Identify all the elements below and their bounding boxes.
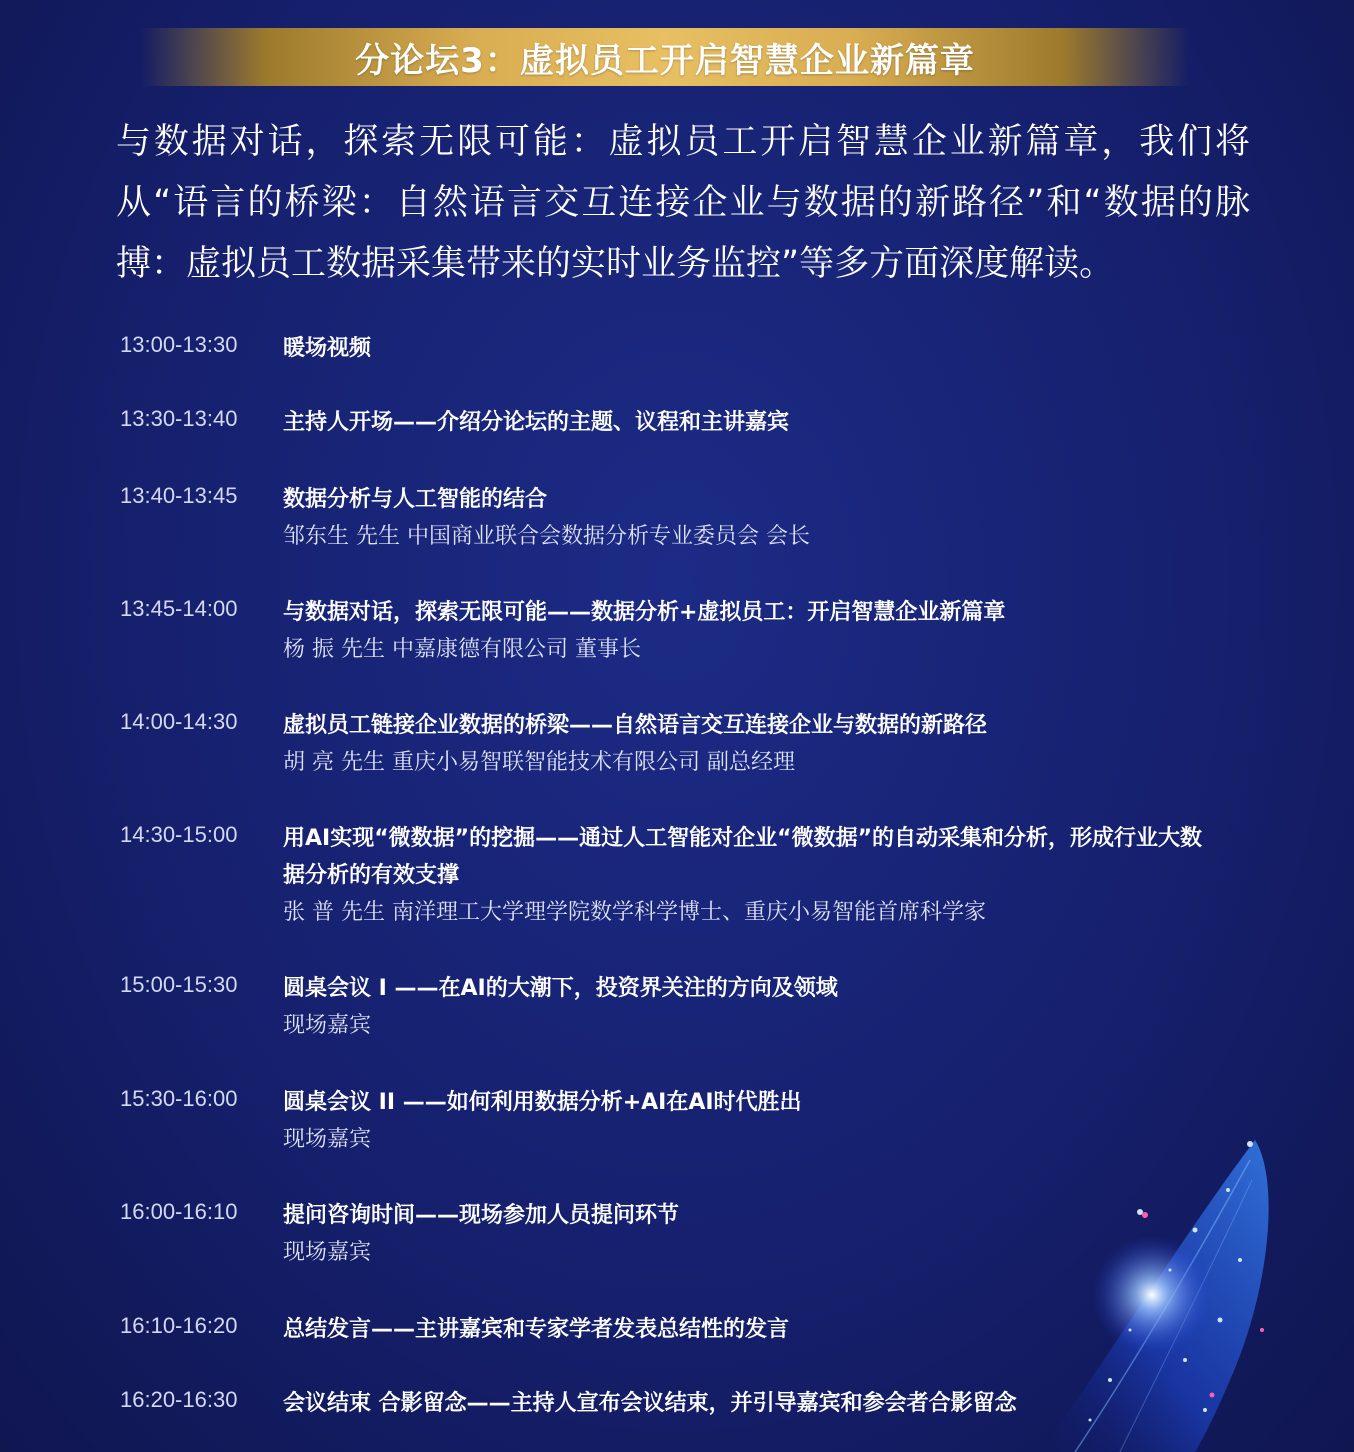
agenda-time: 16:10-16:20	[120, 1313, 238, 1338]
agenda-time: 15:30-16:00	[120, 1086, 238, 1111]
agenda-topic: 虚拟员工链接企业数据的桥梁——自然语言交互连接企业与数据的新路径	[283, 713, 988, 738]
agenda-content	[283, 1197, 1213, 1271]
agenda-time: 15:00-15:30	[120, 972, 238, 997]
agenda-content	[283, 820, 1213, 931]
agenda-time: 13:30-13:40	[120, 406, 238, 431]
agenda-content	[283, 594, 1213, 668]
intro-paragraph: 与数据对话，探索无限可能：虚拟员工开启智慧企业新篇章，我们将从“语言的桥梁：自然语言交互连接企业与数据的新路径”和“数据的脉搏：虚拟员工数据采集带来的实时业务监控”等多方面深度解读。	[116, 122, 1250, 284]
agenda-topic: 提问咨询时间——现场参加人员提问环节	[283, 1203, 680, 1228]
agenda-speaker: 张 普 先生 南洋理工大学理学院数学科学博士、重庆小易智能首席科学家	[283, 900, 986, 925]
agenda-content	[283, 1311, 1213, 1348]
agenda-time: 16:20-16:30	[120, 1387, 238, 1412]
agenda-speaker: 胡 亮 先生 重庆小易智联智能技术有限公司 副总经理	[283, 750, 795, 775]
agenda-time: 14:30-15:00	[120, 822, 238, 847]
agenda-content	[283, 330, 1213, 367]
agenda-topic: 主持人开场——介绍分论坛的主题、议程和主讲嘉宾	[283, 410, 790, 435]
agenda-speaker: 现场嘉宾	[283, 1127, 372, 1152]
agenda-content	[283, 1385, 1213, 1422]
agenda-topic: 圆桌会议 II ——如何利用数据分析+AI在AI时代胜出	[283, 1090, 802, 1115]
agenda-topic: 总结发言——主讲嘉宾和专家学者发表总结性的发言	[283, 1317, 790, 1342]
agenda-topic: 圆桌会议 I ——在AI的大潮下，投资界关注的方向及领域	[283, 976, 838, 1001]
agenda-topic: 暖场视频	[283, 336, 372, 361]
agenda-speaker: 杨 振 先生 中嘉康德有限公司 董事长	[283, 637, 641, 662]
agenda-content	[283, 404, 1213, 441]
agenda-time: 13:45-14:00	[120, 596, 238, 621]
agenda-time: 13:40-13:45	[120, 483, 238, 508]
agenda-topic: 用AI实现“微数据”的挖掘——通过人工智能对企业“微数据”的自动采集和分析，形成行业大数据分析的有效支撑	[283, 826, 1203, 888]
agenda-topic: 与数据对话，探索无限可能——数据分析+虚拟员工：开启智慧企业新篇章	[283, 600, 1006, 625]
agenda-content	[283, 707, 1213, 781]
agenda-speaker: 邹东生 先生 中国商业联合会数据分析专业委员会 会长	[283, 524, 810, 549]
agenda-topic: 会议结束 合影留念——主持人宣布会议结束，并引导嘉宾和参会者合影留念	[283, 1391, 1017, 1416]
agenda-time: 16:00-16:10	[120, 1199, 238, 1224]
forum-title: 分论坛3：虚拟员工开启智慧企业新篇章	[355, 40, 975, 81]
agenda-time: 14:00-14:30	[120, 709, 238, 734]
agenda-speaker: 现场嘉宾	[283, 1240, 372, 1265]
agenda-topic: 数据分析与人工智能的结合	[283, 487, 548, 512]
agenda-content	[283, 970, 1213, 1044]
agenda-speaker: 现场嘉宾	[283, 1013, 372, 1038]
agenda-time: 13:00-13:30	[120, 332, 238, 357]
agenda-content	[283, 481, 1213, 555]
agenda-content	[283, 1084, 1213, 1158]
